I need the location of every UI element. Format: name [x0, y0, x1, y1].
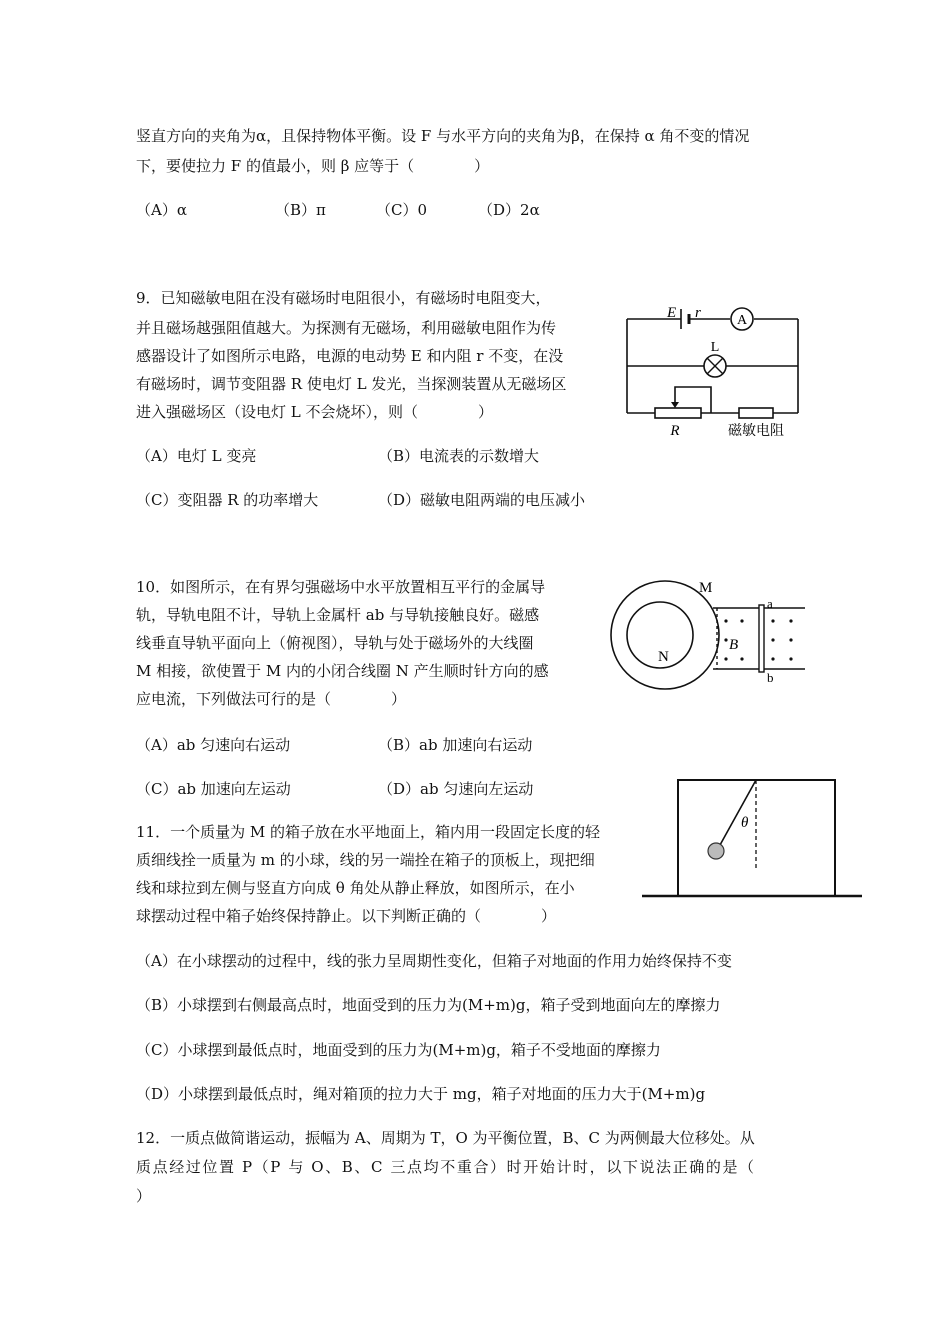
q9-option-a: （A）电灯 L 变亮	[136, 447, 257, 465]
rheostat-label: R	[670, 423, 680, 439]
q9-stem-line-2: 并且磁场越强阻值越大。为探测有无磁场，利用磁敏电阻作为传	[136, 319, 557, 337]
pendulum-ball	[708, 843, 724, 859]
slider-arrow-icon	[671, 402, 679, 408]
q8-option-b: （B）π	[275, 201, 326, 219]
q8-stem-line-1: 竖直方向的夹角为α，且保持物体平衡。设 F 与水平方向的夹角为β，在保持 α 角不变的情况	[136, 127, 750, 145]
emf-label: E	[667, 305, 677, 321]
q10-option-a: （A）ab 匀速向右运动	[136, 736, 291, 754]
lamp-label: L	[710, 340, 720, 355]
theta-label: θ	[741, 815, 749, 831]
q8-option-d: （D）2α	[478, 201, 540, 219]
q9-stem-line-1: 9．已知磁敏电阻在没有磁场时电阻很小，有磁场时电阻变大，	[136, 289, 551, 307]
rheostat-icon	[655, 408, 701, 418]
magnetoresistor-icon	[739, 408, 773, 418]
q12-stem-line-2: 质点经过位置 P（P 与 O、B、C 三点均不重合）时开始计时，以下说法正确的是（	[136, 1158, 756, 1176]
q11-stem-line-4: 球摆动过程中箱子始终保持静止。以下判断正确的（ ）	[136, 907, 557, 925]
q8-option-a: （A）α	[136, 201, 187, 219]
label-n: N	[658, 649, 669, 665]
q8-stem-line-2: 下，要使拉力 F 的值最小，则 β 应等于（ ）	[136, 157, 490, 175]
q11-stem-line-3: 线和球拉到左侧与竖直方向成 θ 角处从静止释放，如图所示，在小	[136, 879, 575, 897]
internal-resistance-label: r	[695, 305, 701, 321]
q11-option-a: （A）在小球摆动的过程中，线的张力呈周期性变化，但箱子对地面的作用力始终保持不变	[136, 952, 732, 970]
label-b: B	[729, 637, 739, 653]
q12-stem-line-1: 12．一质点做简谐运动，振幅为 A、周期为 T，O 为平衡位置，B、C 为两侧最大位移处。从	[136, 1129, 755, 1147]
q11-option-d: （D）小球摆到最低点时，绳对箱顶的拉力大于 mg，箱子对地面的压力大于(M+m)g	[136, 1085, 706, 1103]
q11-stem-line-2: 质细线拴一质量为 m 的小球，线的另一端拴在箱子的顶板上，现把细	[136, 851, 595, 869]
q11-stem-line-1: 11．一个质量为 M 的箱子放在水平地面上，箱内用一段固定长度的轻	[136, 823, 600, 841]
q10-stem-line-4: M 相接，欲使置于 M 内的小闭合线圈 N 产生顺时针方向的感	[136, 662, 549, 680]
label-a: a	[767, 596, 773, 611]
q10-option-d: （D）ab 匀速向左运动	[378, 780, 534, 798]
q11-option-c: （C）小球摆到最低点时，地面受到的压力为(M+m)g，箱子不受地面的摩擦力	[136, 1041, 661, 1059]
q9-circuit-diagram	[615, 295, 815, 445]
q10-option-c: （C）ab 加速向左运动	[136, 780, 291, 798]
q12-stem-line-3: ）	[136, 1187, 152, 1205]
q10-stem-line-3: 线垂直导轨平面向上（俯视图），导轨与处于磁场外的大线圈	[136, 634, 534, 652]
rod-ab	[759, 605, 764, 672]
q9-option-d: （D）磁敏电阻两端的电压减小	[378, 491, 586, 509]
q9-option-c: （C）变阻器 R 的功率增大	[136, 491, 319, 509]
q9-stem-line-3: 感器设计了如图所示电路，电源的电动势 E 和内阻 r 不变，在没	[136, 347, 564, 365]
q10-option-b: （B）ab 加速向右运动	[378, 736, 533, 754]
q9-option-b: （B）电流表的示数增大	[378, 447, 540, 465]
q9-stem-line-4: 有磁场时，调节变阻器 R 使电灯 L 发光，当探测装置从无磁场区	[136, 375, 567, 393]
ammeter-label: A	[736, 313, 748, 328]
q9-stem-line-5: 进入强磁场区（设电灯 L 不会烧坏），则（ ）	[136, 403, 493, 421]
q11-box-pendulum-diagram	[640, 775, 865, 900]
q8-option-c: （C）0	[376, 201, 428, 219]
q10-stem-line-5: 应电流，下列做法可行的是（ ）	[136, 690, 407, 708]
magnetoresistor-label: 磁敏电阻	[728, 424, 784, 439]
pendulum-string	[720, 780, 756, 845]
label-b-end: b	[767, 670, 774, 685]
label-m: M	[699, 580, 713, 596]
q10-stem-line-1: 10．如图所示，在有界匀强磁场中水平放置相互平行的金属导	[136, 578, 546, 596]
q10-stem-line-2: 轨，导轨电阻不计，导轨上金属杆 ab 与导轨接触良好。磁感	[136, 606, 540, 624]
q10-coil-rail-diagram	[605, 575, 815, 690]
q11-option-b: （B）小球摆到右侧最高点时，地面受到的压力为(M+m)g，箱子受到地面向左的摩擦力	[136, 996, 721, 1014]
